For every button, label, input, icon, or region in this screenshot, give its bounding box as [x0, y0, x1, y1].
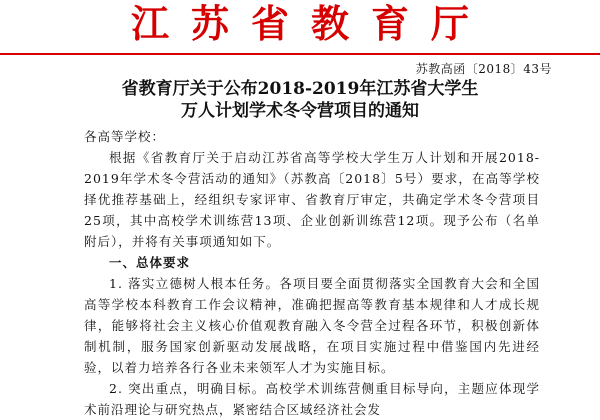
- notice-title: [0, 78, 600, 122]
- salutation: 各高等学校：: [84, 129, 166, 144]
- document-number: 苏教高函〔2018〕43号: [415, 62, 552, 76]
- notice-body: [84, 126, 540, 420]
- paragraph-intro: 根据《省教育厅关于启动江苏省高等学校大学生万人计划和开展2018-2019年学术冬令营活动的通知》（苏教高〔2018〕5号）要求，在高等学校择优推荐基础上，经组织专家评审、省教育厅审定，共确定学术冬令营项目25项，其中高校学术训练营13项、企业创新训练营12项。现予公布（名单附后），并将有关事项通知如下。: [84, 150, 540, 249]
- paragraph-item-2: 2. 突出重点，明确目标。高校学术训练营侧重目标导向，主题应体现学术前沿理论与研究热点，紧密结合区域经济社会发: [84, 381, 540, 417]
- notice-title-line-1: 省教育厅关于公布2018-2019年江苏省大学生: [121, 79, 479, 99]
- masthead-red-rule: [0, 53, 600, 55]
- section-heading-general-requirements: 一、总体要求: [109, 255, 191, 270]
- paragraph-item-1: 1. 落实立德树人根本任务。各项目要全面贯彻落实全国教育大会和全国高等学校本科教育工作会议精神，准确把握高等教育基本规律和人才成长规律，能够将社会主义核心价值观教育融入冬令营全过程各环节，积极创新体制机制，服务国家创新驱动发展战略，在项目实施过程中借鉴国内先进经验，以着力培养各行各业未来领军人才为实施目标。: [84, 276, 540, 375]
- masthead-title: 江苏省教育厅: [130, 2, 491, 46]
- notice-title-line-2: 万人计划学术冬令营项目的通知: [181, 101, 419, 121]
